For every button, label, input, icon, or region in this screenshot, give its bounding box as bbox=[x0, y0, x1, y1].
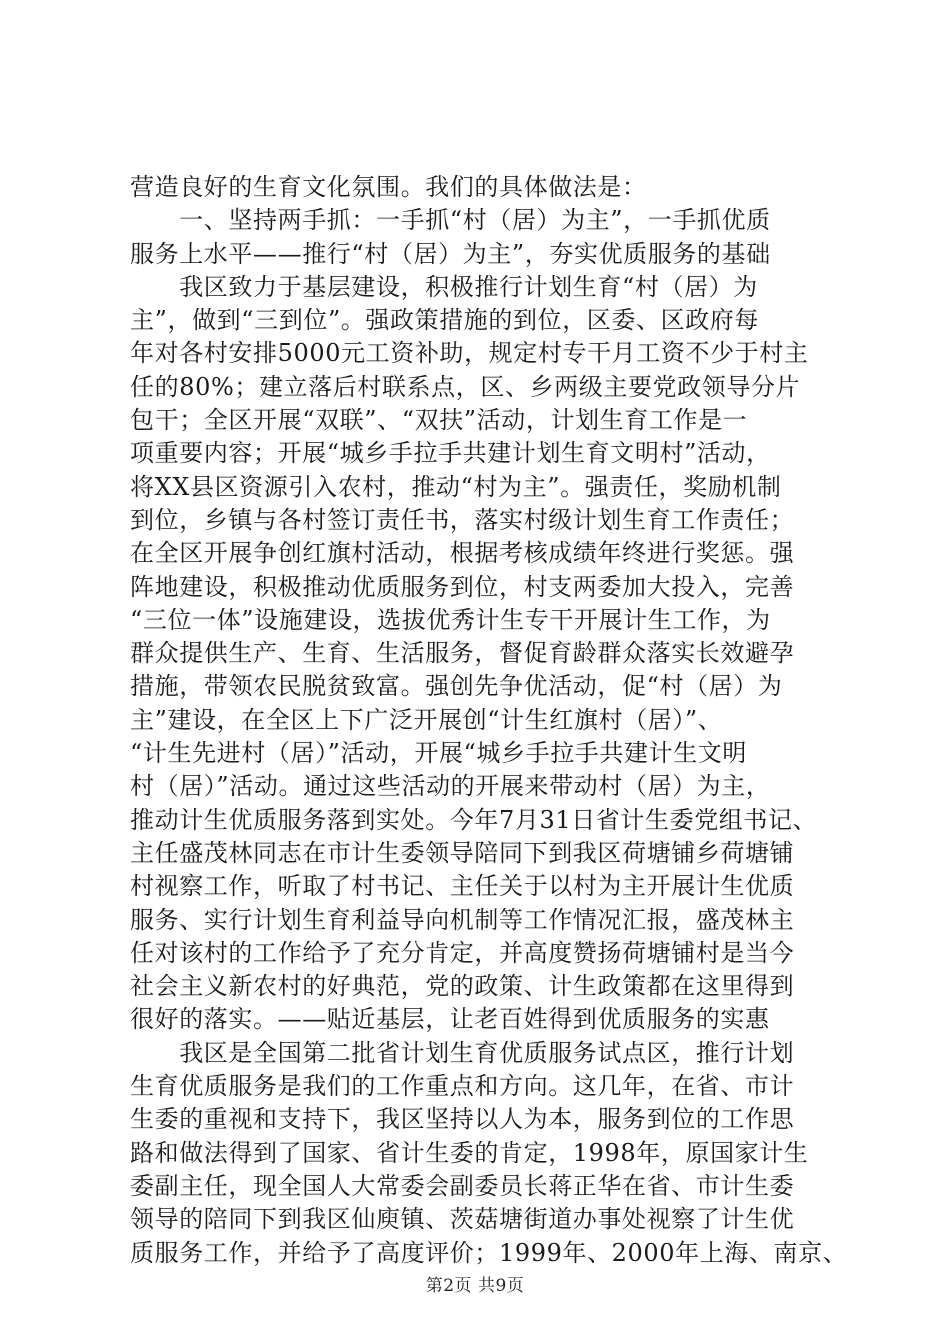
text-line: 将XX县区资源引入农村，推动“村为主”。强责任，奖励机制 bbox=[130, 472, 782, 501]
text-line: 服务上水平——推行“村（居）为主”，夯实优质服务的基础 bbox=[130, 239, 771, 268]
text-line: 领导的陪同下到我区仙庾镇、茨菇塘街道办事处视察了计生优 bbox=[130, 1205, 795, 1234]
text-line: 质服务工作，并给予了高度评价；1999年、2000年上海、南京、 bbox=[130, 1238, 848, 1267]
text-line: 生委的重视和支持下，我区坚持以人为本，服务到位的工作思 bbox=[130, 1105, 795, 1134]
text-line: 服务、实行计划生育利益导向机制等工作情况汇报，盛茂林主 bbox=[130, 905, 795, 934]
text-line: 营造良好的生育文化氛围。我们的具体做法是： bbox=[130, 173, 647, 201]
text-line: 任对该村的工作给予了充分肯定，并高度赞扬荷塘铺村是当今 bbox=[130, 938, 795, 967]
text-line: 主”建设，在全区上下广泛开展创“计生红旗村（居）”、 bbox=[130, 705, 723, 734]
text-line: 路和做法得到了国家、省计生委的肯定，1998年，原国家计生 bbox=[130, 1138, 809, 1167]
text-line: 措施，带领农民脱贫致富。强创先争优活动，促“村（居）为 bbox=[130, 672, 783, 701]
text-line: 委副主任，现全国人大常委会副委员长蒋正华在省、市计生委 bbox=[130, 1171, 795, 1200]
text-line: 包干；全区开展“双联”、“双扶”活动，计划生育工作是一 bbox=[130, 406, 748, 435]
text-line: 项重要内容；开展“城乡手拉手共建计划生育文明村”活动， bbox=[130, 439, 771, 468]
text-line: 一、坚持两手抓：一手抓“村（居）为主”，一手抓优质 bbox=[130, 206, 771, 235]
text-line: “三位一体”设施建设，选拔优秀计生专干开展计生工作，为 bbox=[130, 605, 771, 634]
text-line: 在全区开展争创红旗村活动，根据考核成绩年终进行奖惩。强 bbox=[130, 539, 795, 568]
text-line: 村视察工作，听取了村书记、主任关于以村为主开展计生优质 bbox=[130, 872, 795, 901]
text-line: 主”，做到“三到位”。强政策措施的到位，区委、区政府每 bbox=[130, 306, 760, 335]
text-line: 我区致力于基层建设，积极推行计划生育“村（居）为 bbox=[130, 272, 758, 301]
text-line: “计生先进村（居）”活动，开展“城乡手拉手共建计生文明 bbox=[130, 739, 748, 768]
text-line: 很好的落实。——贴近基层，让老百姓得到优质服务的实惠 bbox=[130, 1005, 770, 1034]
text-line: 推动计生优质服务落到实处。今年7月31日省计生委党组书记、 bbox=[130, 805, 818, 834]
text-line: 社会主义新农村的好典范，党的政策、计生政策都在这里得到 bbox=[130, 972, 795, 1001]
text-line: 到位，乡镇与各村签订责任书，落实村级计划生育工作责任； bbox=[130, 505, 795, 534]
text-line: 生育优质服务是我们的工作重点和方向。这几年，在省、市计 bbox=[130, 1072, 795, 1101]
text-line: 任的80%；建立落后村联系点，区、乡两级主要党政领导分片 bbox=[130, 372, 801, 401]
page-number-footer: 第2页 共9页 bbox=[425, 1276, 525, 1296]
body-text bbox=[130, 171, 848, 1270]
text-line: 主任盛茂林同志在市计生委领导陪同下到我区荷塘铺乡荷塘铺 bbox=[130, 838, 795, 867]
text-line: 村（居）”活动。通过这些活动的开展来带动村（居）为主， bbox=[130, 772, 771, 801]
text-line: 我区是全国第二批省计划生育优质服务试点区，推行计划 bbox=[130, 1038, 795, 1067]
text-line: 阵地建设，积极推动优质服务到位，村支两委加大投入，完善 bbox=[130, 572, 795, 601]
text-line: 群众提供生产、生育、生活服务，督促育龄群众落实长效避孕 bbox=[130, 639, 795, 668]
text-line: 年对各村安排5000元工资补助，规定村专干月工资不少于村主 bbox=[130, 339, 809, 368]
